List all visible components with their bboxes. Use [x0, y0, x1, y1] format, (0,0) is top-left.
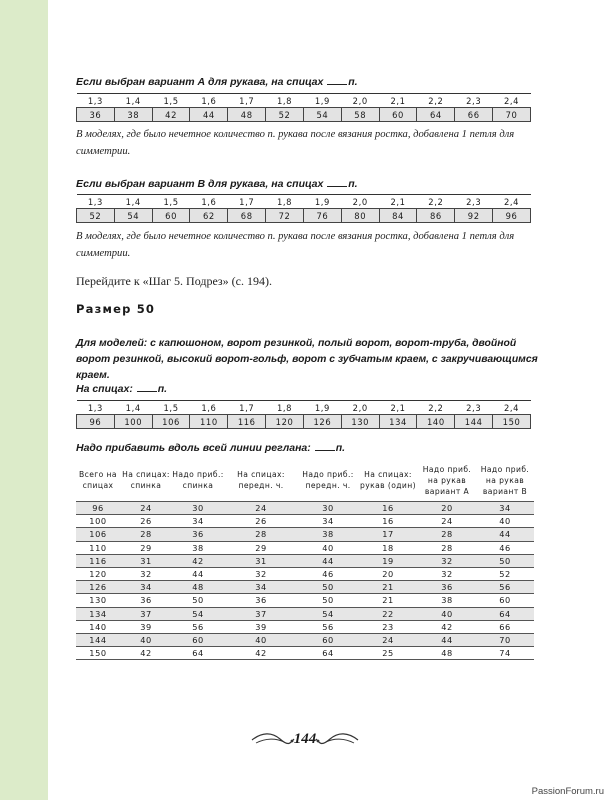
table-cell: 26: [224, 515, 298, 528]
table-cell: 18: [358, 541, 418, 554]
watermark: PassionForum.ru: [531, 786, 604, 797]
cell: 2,0: [341, 195, 379, 209]
section-b-sizes-row: [77, 195, 531, 209]
table-cell: 34: [120, 581, 172, 594]
table-cell: 54: [172, 607, 224, 620]
table-row: [76, 515, 534, 528]
table-cell: 21: [358, 581, 418, 594]
table-row: [76, 554, 534, 567]
table-cell: 144: [76, 633, 120, 646]
table-cell: 16: [358, 515, 418, 528]
size-50-needles-table: [76, 400, 531, 429]
table-cell: 40: [224, 633, 298, 646]
table-row: [76, 567, 534, 580]
table-cell: 54: [298, 607, 358, 620]
column-header: На спицах: спинка: [122, 470, 170, 490]
table-cell: 106: [76, 528, 120, 541]
table-cell: 42: [120, 647, 172, 660]
section-b-heading: [76, 178, 358, 190]
section-a-note: В моделях, где было нечетное количество п. рукава после вязания ростка, добавлена 1 петля для симметрии.: [76, 129, 515, 157]
table-cell: 150: [76, 647, 120, 660]
needles-heading-text: На спицах:: [76, 383, 133, 395]
table-cell: 46: [476, 541, 534, 554]
table-row: [76, 633, 534, 646]
cell: 1,8: [266, 195, 304, 209]
size-50-title: Размер 50: [76, 302, 156, 316]
table-cell: 50: [172, 594, 224, 607]
table-cell: 64: [172, 647, 224, 660]
cell: 2,2: [417, 195, 455, 209]
table-cell: 28: [224, 528, 298, 541]
table-cell: 126: [76, 581, 120, 594]
cell: 2,3: [455, 195, 493, 209]
cell: 2,0: [341, 94, 379, 108]
table-cell: 96: [76, 502, 120, 515]
cell: 144: [455, 415, 493, 429]
table-cell: 50: [298, 594, 358, 607]
table-cell: 40: [476, 515, 534, 528]
page-number: 144: [293, 731, 317, 747]
section-a-heading: [76, 76, 358, 88]
table-cell: 32: [120, 567, 172, 580]
cell: 134: [379, 415, 417, 429]
table-cell: 40: [298, 541, 358, 554]
cell: 36: [77, 108, 115, 122]
table-cell: 36: [224, 594, 298, 607]
cell: 2,2: [417, 401, 455, 415]
page-footer: [0, 728, 610, 754]
cell: 80: [341, 209, 379, 223]
column-header: На спицах: рукав (один): [360, 470, 416, 490]
table-cell: 34: [172, 515, 224, 528]
cell: 1,6: [190, 401, 228, 415]
cell: 2,3: [455, 401, 493, 415]
table-cell: 70: [476, 633, 534, 646]
needles-heading-suffix: п.: [157, 383, 168, 395]
cell: 1,6: [190, 195, 228, 209]
table-cell: 37: [224, 607, 298, 620]
table-cell: 64: [298, 647, 358, 660]
table-cell: 29: [224, 541, 298, 554]
table-cell: 32: [418, 554, 476, 567]
cell: 52: [77, 209, 115, 223]
table-cell: 42: [224, 647, 298, 660]
goto-instruction: Перейдите к «Шаг 5. Подрез» (с. 194).: [76, 274, 272, 288]
cell: 1,4: [114, 401, 152, 415]
table-row: [76, 620, 534, 633]
size-50-models: Для моделей: с капюшоном, ворот резинкой, полый ворот, ворот-труба, двойной ворот резинкой, высокий ворот-гольф, ворот с зубчатым краем, с закручивающимся краем.: [76, 338, 538, 381]
cell: 2,1: [379, 94, 417, 108]
section-b-note: В моделях, где было нечетное количество п. рукава после вязания ростка, добавлена 1 петля для симметрии.: [76, 231, 515, 259]
table-cell: 17: [358, 528, 418, 541]
raglan-heading-text: Надо прибавить вдоль всей линии реглана:: [76, 442, 311, 454]
column-header: На спицах: передн. ч.: [237, 470, 285, 490]
table-cell: 74: [476, 647, 534, 660]
cell: 1,9: [303, 401, 341, 415]
cell: 1,8: [266, 94, 304, 108]
raglan-heading: [76, 442, 345, 454]
cell: 42: [152, 108, 190, 122]
cell: 92: [455, 209, 493, 223]
table-cell: 24: [418, 515, 476, 528]
cell: 76: [303, 209, 341, 223]
cell: 1,7: [228, 94, 266, 108]
table-cell: 60: [476, 594, 534, 607]
table-cell: 24: [120, 502, 172, 515]
blank-line: [137, 391, 157, 392]
cell: 2,3: [455, 94, 493, 108]
table-cell: 26: [120, 515, 172, 528]
table-cell: 44: [418, 633, 476, 646]
column-header: Надо приб. на рукав вариант А: [422, 464, 472, 496]
cell: 130: [341, 415, 379, 429]
table-row: [76, 541, 534, 554]
blank-line: [327, 186, 347, 187]
table-cell: 110: [76, 541, 120, 554]
table-cell: 32: [224, 567, 298, 580]
cell: 120: [266, 415, 304, 429]
cell: 72: [266, 209, 304, 223]
table-cell: 36: [172, 528, 224, 541]
section-a-table: [76, 93, 531, 122]
table-cell: 48: [172, 581, 224, 594]
cell: 140: [417, 415, 455, 429]
cell: 70: [493, 108, 531, 122]
table-cell: 42: [172, 554, 224, 567]
table-cell: 22: [358, 607, 418, 620]
table-cell: 25: [358, 647, 418, 660]
table-cell: 56: [298, 620, 358, 633]
table-cell: 36: [120, 594, 172, 607]
cell: 44: [190, 108, 228, 122]
size-50-values-row: [77, 415, 531, 429]
cell: 2,1: [379, 195, 417, 209]
cell: 52: [266, 108, 304, 122]
raglan-table-header: [76, 459, 534, 502]
cell: 106: [152, 415, 190, 429]
cell: 84: [379, 209, 417, 223]
raglan-table-body: [76, 502, 534, 660]
table-cell: 130: [76, 594, 120, 607]
table-cell: 28: [418, 528, 476, 541]
section-a-values-row: [77, 108, 531, 122]
table-cell: 34: [224, 581, 298, 594]
table-row: [76, 528, 534, 541]
cell: 68: [228, 209, 266, 223]
cell: 1,3: [77, 94, 115, 108]
cell: 54: [303, 108, 341, 122]
table-cell: 38: [172, 541, 224, 554]
column-header: Всего на спицах: [79, 470, 117, 490]
table-cell: 40: [120, 633, 172, 646]
section-a-sizes-row: [77, 94, 531, 108]
blank-line: [315, 450, 335, 451]
table-cell: 23: [358, 620, 418, 633]
table-cell: 20: [418, 502, 476, 515]
table-cell: 44: [476, 528, 534, 541]
table-cell: 39: [120, 620, 172, 633]
table-cell: 56: [476, 581, 534, 594]
table-cell: 134: [76, 607, 120, 620]
table-cell: 31: [120, 554, 172, 567]
cell: 96: [77, 415, 115, 429]
cell: 60: [379, 108, 417, 122]
table-cell: 120: [76, 567, 120, 580]
section-b-heading-suffix: п.: [348, 178, 358, 190]
cell: 2,4: [493, 195, 531, 209]
section-a-heading-suffix: п.: [348, 76, 358, 88]
cell: 1,6: [190, 94, 228, 108]
table-cell: 30: [298, 502, 358, 515]
blank-line: [327, 84, 347, 85]
section-b-table: [76, 194, 531, 223]
table-cell: 44: [298, 554, 358, 567]
needles-heading: [76, 383, 167, 395]
cell: 1,9: [303, 94, 341, 108]
table-cell: 56: [172, 620, 224, 633]
table-cell: 31: [224, 554, 298, 567]
table-cell: 29: [120, 541, 172, 554]
cell: 1,3: [77, 401, 115, 415]
cell: 1,5: [152, 94, 190, 108]
cell: 58: [341, 108, 379, 122]
cell: 86: [417, 209, 455, 223]
cell: 2,0: [341, 401, 379, 415]
table-cell: 100: [76, 515, 120, 528]
table-cell: 34: [476, 502, 534, 515]
cell: 1,4: [114, 195, 152, 209]
raglan-table: [76, 459, 534, 660]
cell: 96: [493, 209, 531, 223]
table-cell: 30: [172, 502, 224, 515]
cell: 2,2: [417, 94, 455, 108]
cell: 150: [493, 415, 531, 429]
table-cell: 64: [476, 607, 534, 620]
column-header: Надо приб.: спинка: [172, 470, 224, 490]
table-cell: 24: [224, 502, 298, 515]
table-cell: 44: [172, 567, 224, 580]
table-cell: 40: [418, 607, 476, 620]
cell: 62: [190, 209, 228, 223]
column-header: Надо приб. на рукав вариант В: [480, 464, 530, 496]
cell: 48: [228, 108, 266, 122]
size-50-sizes-row: [77, 401, 531, 415]
table-row: [76, 581, 534, 594]
table-row: [76, 647, 534, 660]
table-cell: 60: [172, 633, 224, 646]
table-cell: 42: [418, 620, 476, 633]
table-cell: 60: [298, 633, 358, 646]
table-cell: 28: [120, 528, 172, 541]
cell: 1,9: [303, 195, 341, 209]
table-cell: 50: [298, 581, 358, 594]
cell: 66: [455, 108, 493, 122]
table-cell: 116: [76, 554, 120, 567]
table-cell: 21: [358, 594, 418, 607]
table-cell: 38: [418, 594, 476, 607]
cell: 1,7: [228, 195, 266, 209]
table-cell: 140: [76, 620, 120, 633]
table-cell: 28: [418, 541, 476, 554]
cell: 60: [152, 209, 190, 223]
table-row: [76, 594, 534, 607]
cell: 2,4: [493, 94, 531, 108]
cell: 110: [190, 415, 228, 429]
cell: 38: [114, 108, 152, 122]
table-cell: 38: [298, 528, 358, 541]
section-b-heading-text: Если выбран вариант В для рукава, на спицах: [76, 178, 324, 190]
table-cell: 20: [358, 567, 418, 580]
cell: 1,4: [114, 94, 152, 108]
cell: 1,5: [152, 195, 190, 209]
column-header: Надо приб.: передн. ч.: [302, 470, 354, 490]
table-cell: 16: [358, 502, 418, 515]
table-cell: 19: [358, 554, 418, 567]
cell: 1,5: [152, 401, 190, 415]
table-cell: 46: [298, 567, 358, 580]
raglan-heading-suffix: п.: [335, 442, 346, 454]
cell: 54: [114, 209, 152, 223]
table-row: [76, 607, 534, 620]
cell: 1,8: [266, 401, 304, 415]
cell: 64: [417, 108, 455, 122]
cell: 100: [114, 415, 152, 429]
table-cell: 24: [358, 633, 418, 646]
table-cell: 50: [476, 554, 534, 567]
section-b-values-row: [77, 209, 531, 223]
right-ornament-icon: [314, 730, 360, 750]
table-cell: 52: [476, 567, 534, 580]
cell: 1,7: [228, 401, 266, 415]
table-cell: 37: [120, 607, 172, 620]
cell: 2,4: [493, 401, 531, 415]
table-cell: 32: [418, 567, 476, 580]
table-cell: 39: [224, 620, 298, 633]
table-cell: 36: [418, 581, 476, 594]
left-color-band: [0, 0, 48, 800]
section-a-heading-text: Если выбран вариант А для рукава, на спицах: [76, 76, 324, 88]
cell: 126: [303, 415, 341, 429]
table-row: [76, 502, 534, 515]
cell: 1,3: [77, 195, 115, 209]
cell: 2,1: [379, 401, 417, 415]
table-cell: 34: [298, 515, 358, 528]
table-cell: 48: [418, 647, 476, 660]
table-cell: 66: [476, 620, 534, 633]
cell: 116: [228, 415, 266, 429]
